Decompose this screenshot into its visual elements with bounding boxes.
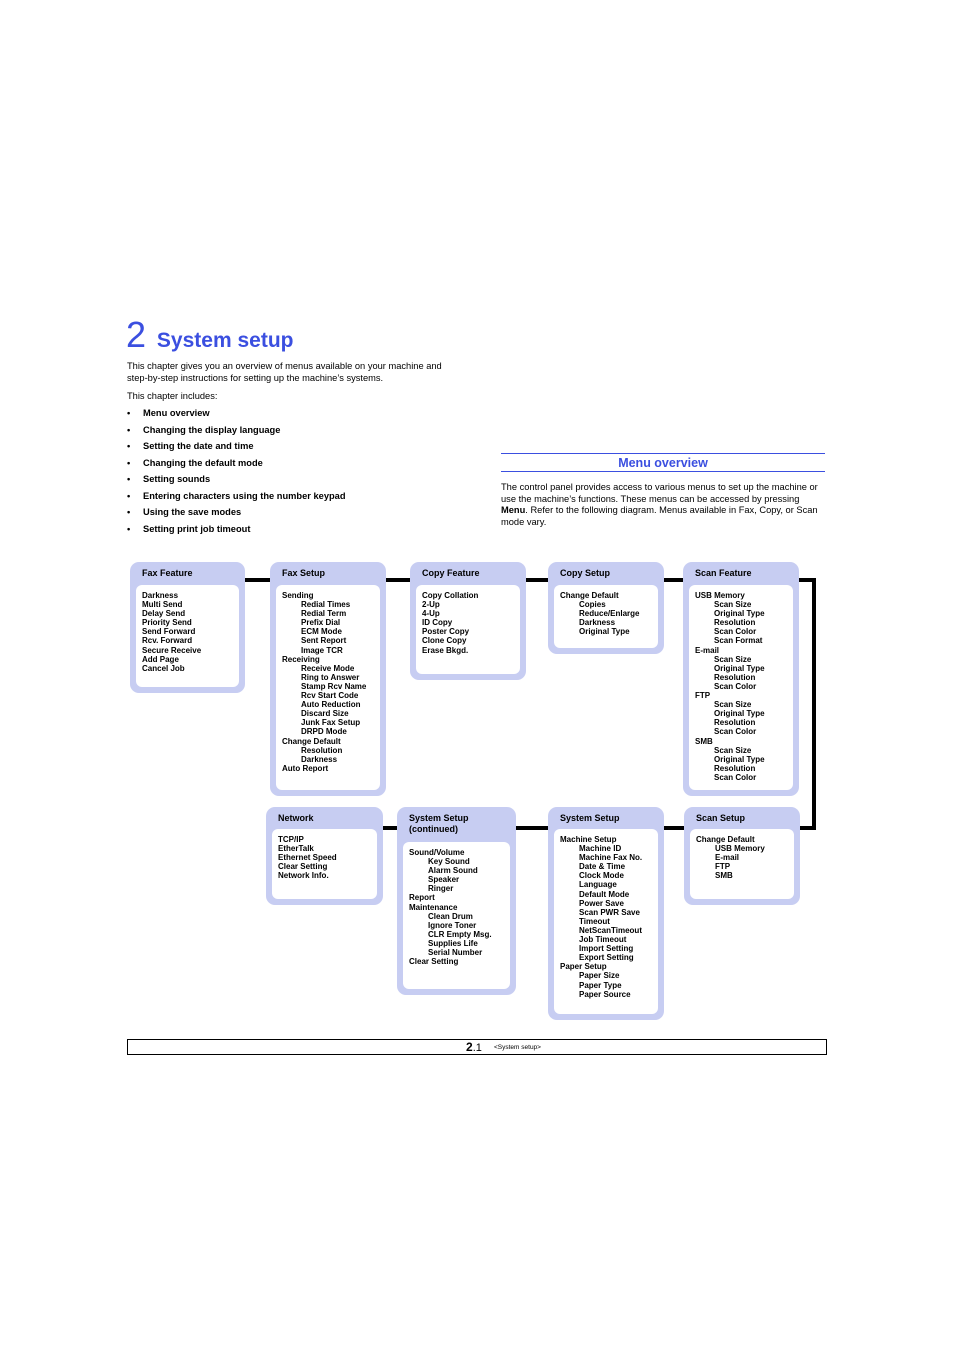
menu-item: USB Memory xyxy=(695,591,745,600)
submenu-item: Image TCR xyxy=(301,645,343,655)
menu-item: Multi Send xyxy=(142,600,183,610)
submenu-item: Sent Report xyxy=(301,636,347,646)
menu-box-scan-setup xyxy=(684,807,800,905)
submenu-item: Copies xyxy=(579,600,606,610)
toc-item-label: Menu overview xyxy=(143,408,210,418)
submenu-item: Scan Color xyxy=(714,727,757,737)
submenu-item: Serial Number xyxy=(428,948,483,958)
page-number-minor: .1 xyxy=(472,1042,482,1054)
submenu-item: CLR Empty Msg. xyxy=(428,929,492,939)
menu-item: Change Default xyxy=(696,835,755,844)
menu-item: Sound/Volume xyxy=(409,848,465,857)
menu-box-copy-feature xyxy=(410,562,526,680)
submenu-item: DRPD Mode xyxy=(301,727,347,737)
submenu-item: Export Setting xyxy=(579,953,634,963)
submenu-item: Scan Color xyxy=(714,681,757,691)
page-number-major: 2 xyxy=(466,1040,473,1054)
menu-item: Add Page xyxy=(142,654,179,664)
menu-overview-paragraph xyxy=(501,482,827,528)
submenu-item: NetScanTimeout xyxy=(579,925,642,935)
menu-item: Rcv. Forward xyxy=(142,636,193,646)
menu-key-name: Menu xyxy=(501,505,526,515)
menu-item: Send Forward xyxy=(142,627,196,637)
menu-item: Auto Report xyxy=(282,763,329,773)
menu-title xyxy=(560,568,610,579)
submenu-item: Paper Type xyxy=(579,980,622,990)
submenu-item: Timeout xyxy=(579,916,610,926)
submenu-item: Supplies Life xyxy=(428,938,478,948)
menu-item-list xyxy=(690,829,794,880)
menu-item-list xyxy=(136,585,239,673)
menu-panel xyxy=(272,829,377,899)
toc-item-label: Entering characters using the number keypad xyxy=(143,490,346,501)
submenu-item: Machine Fax No. xyxy=(579,853,643,863)
toc-item[interactable] xyxy=(127,458,346,475)
bullet-icon: • xyxy=(127,457,131,468)
menu-box-scan-feature xyxy=(683,562,799,796)
page-footer xyxy=(127,1039,827,1055)
submenu-item: Redial Term xyxy=(301,609,347,619)
toc-item-label: Changing the display language xyxy=(143,424,281,435)
includes-label: This chapter includes: xyxy=(127,391,218,401)
menu-title-line: Copy Feature xyxy=(422,568,480,578)
menu-item: Machine Setup xyxy=(560,835,617,844)
menu-title-line: Fax Feature xyxy=(142,568,193,578)
submenu-item: Stamp Rcv Name xyxy=(301,681,367,691)
submenu-item: Rcv Start Code xyxy=(301,691,359,701)
menu-item: Darkness xyxy=(142,591,179,600)
menu-item: Change Default xyxy=(282,736,341,746)
submenu-item: Resolution xyxy=(714,763,756,773)
chapter-title: System setup xyxy=(156,329,294,352)
submenu-item: Ringer xyxy=(428,884,454,894)
submenu-item: Power Save xyxy=(579,898,624,908)
menu-title-line: Copy Setup xyxy=(560,568,611,578)
submenu-item: Date & Time xyxy=(579,862,626,872)
overview-text-start: The control panel provides access to various menus to set up the machine or use the machine’s functions. These menus can be accessed by pressing xyxy=(501,482,818,504)
menu-item: Receiving xyxy=(282,654,320,664)
menu-item: SMB xyxy=(695,736,713,746)
menu-title xyxy=(278,813,314,824)
submenu-item: Ring to Answer xyxy=(301,672,360,682)
menu-item-list xyxy=(272,829,377,880)
intro-paragraph: This chapter gives you an overview of menus available on your machine and step-by-step instructions for setting up the machine’s systems. xyxy=(127,361,442,383)
menu-item: Secure Receive xyxy=(142,645,202,655)
chapter-heading xyxy=(126,314,293,356)
submenu-item: Scan Size xyxy=(714,654,752,664)
menu-title-line: Scan Setup xyxy=(696,813,746,823)
menu-item: Priority Send xyxy=(142,618,192,628)
bullet-icon: • xyxy=(127,490,131,501)
submenu-item: Reduce/Enlarge xyxy=(579,609,640,619)
menu-title xyxy=(409,813,469,835)
menu-panel xyxy=(416,585,520,674)
menu-item: Network Info. xyxy=(278,871,329,881)
submenu-item: Scan Color xyxy=(714,627,757,637)
submenu-item: Paper Source xyxy=(579,989,631,999)
menu-title xyxy=(422,568,480,579)
footer-chapter-ref: <System setup> xyxy=(494,1044,541,1051)
submenu-item: Auto Reduction xyxy=(301,700,361,710)
submenu-item: Default Mode xyxy=(579,889,630,899)
submenu-item: Language xyxy=(579,880,617,890)
menu-item-list xyxy=(554,829,658,999)
bullet-icon: • xyxy=(127,523,131,534)
submenu-item: Alarm Sound xyxy=(428,866,478,876)
menu-panel xyxy=(554,829,658,1014)
menu-item: Ethernet Speed xyxy=(278,853,337,863)
toc-item[interactable] xyxy=(127,441,346,458)
bullet-icon: • xyxy=(127,441,131,451)
toc-item-label: Setting sounds xyxy=(143,474,211,484)
submenu-item: Scan Format xyxy=(714,636,763,646)
submenu-item: Resolution xyxy=(714,618,756,628)
menu-panel xyxy=(136,585,239,687)
menu-item-list xyxy=(416,585,520,655)
menu-item: Clear Setting xyxy=(278,862,328,872)
menu-overview-header xyxy=(501,453,825,472)
menu-title xyxy=(560,813,620,824)
submenu-item: SMB xyxy=(715,871,733,881)
submenu-item: Darkness xyxy=(301,754,338,764)
submenu-item: Darkness xyxy=(579,618,616,628)
toc-item[interactable] xyxy=(127,524,346,541)
submenu-item: Clock Mode xyxy=(579,871,624,881)
submenu-item: Receive Mode xyxy=(301,663,355,673)
menu-item: Paper Setup xyxy=(560,962,607,972)
menu-title xyxy=(282,568,325,579)
menu-title xyxy=(696,813,745,824)
menu-panel xyxy=(403,842,510,989)
toc-item[interactable] xyxy=(127,507,346,524)
menu-item: Sending xyxy=(282,591,314,600)
menu-item: FTP xyxy=(695,691,711,701)
menu-item: 2-Up xyxy=(422,600,440,610)
menu-item-list xyxy=(276,585,380,773)
toc-item[interactable] xyxy=(127,425,346,442)
menu-title-line: (continued) xyxy=(409,824,458,834)
menu-item: 4-Up xyxy=(422,609,440,619)
menu-box-system-setup xyxy=(548,807,664,1020)
submenu-item: Job Timeout xyxy=(579,935,627,945)
submenu-item: Original Type xyxy=(714,609,765,619)
menu-item: EtherTalk xyxy=(278,844,314,854)
page-number xyxy=(466,1041,482,1054)
menu-item: Clone Copy xyxy=(422,636,467,646)
submenu-item: Paper Size xyxy=(579,971,620,981)
bullet-icon: • xyxy=(127,424,131,435)
menu-item: Delay Send xyxy=(142,609,186,619)
chapter-contents-list xyxy=(127,408,346,540)
menu-item: Report xyxy=(409,893,435,903)
menu-item: Erase Bkgd. xyxy=(422,645,469,655)
menu-title-line: Scan Feature xyxy=(695,568,752,578)
toc-item[interactable] xyxy=(127,408,346,425)
submenu-item: Ignore Toner xyxy=(428,920,477,930)
bullet-icon: • xyxy=(127,507,131,517)
submenu-item: Scan Color xyxy=(714,772,757,782)
menu-item-list xyxy=(554,585,658,636)
menu-item: Change Default xyxy=(560,591,619,600)
submenu-item: Resolution xyxy=(714,718,756,728)
menu-item: ID Copy xyxy=(422,618,453,628)
submenu-item: Original Type xyxy=(714,709,765,719)
menu-item: Poster Copy xyxy=(422,627,470,637)
menu-box-fax-feature xyxy=(130,562,245,693)
submenu-item: Scan Size xyxy=(714,745,752,755)
toc-item[interactable] xyxy=(127,474,346,491)
submenu-item: Prefix Dial xyxy=(301,618,341,628)
menu-box-network xyxy=(266,807,383,905)
connector-line xyxy=(812,578,816,830)
menu-panel xyxy=(689,585,793,790)
menu-item: Copy Collation xyxy=(422,591,479,600)
menu-panel xyxy=(690,829,794,899)
submenu-item: Import Setting xyxy=(579,944,634,954)
submenu-item: Discard Size xyxy=(301,709,349,719)
menu-panel xyxy=(554,585,658,648)
menu-item: Clear Setting xyxy=(409,957,459,967)
menu-title-line: System Setup xyxy=(560,813,620,823)
submenu-item: Resolution xyxy=(714,672,756,682)
submenu-item: USB Memory xyxy=(715,844,765,854)
menu-title xyxy=(695,568,752,579)
submenu-item: Original Type xyxy=(714,663,765,673)
menu-item: E-mail xyxy=(695,645,720,655)
menu-title-line: Network xyxy=(278,813,314,823)
menu-box-copy-setup xyxy=(548,562,664,654)
menu-item-list xyxy=(689,585,793,782)
menu-item-list xyxy=(403,842,510,966)
menu-item: TCP/IP xyxy=(278,835,304,844)
menu-item: Cancel Job xyxy=(142,663,185,673)
submenu-item: Clean Drum xyxy=(428,911,473,921)
submenu-item: ECM Mode xyxy=(301,627,342,637)
toc-item-label: Using the save modes xyxy=(143,507,242,517)
submenu-item: Junk Fax Setup xyxy=(301,718,361,728)
menu-box-fax-setup xyxy=(270,562,386,796)
menu-title-line: Fax Setup xyxy=(282,568,326,578)
menu-box-system-setup-continued xyxy=(397,807,516,995)
submenu-item: Key Sound xyxy=(428,857,470,867)
toc-item[interactable] xyxy=(127,491,346,508)
bullet-icon: • xyxy=(127,408,131,418)
toc-item-label: Setting print job timeout xyxy=(143,523,251,534)
submenu-item: FTP xyxy=(715,862,731,872)
menu-item: Maintenance xyxy=(409,902,458,912)
menu-title xyxy=(142,568,193,579)
menu-panel xyxy=(276,585,380,790)
menu-title-line: System Setup xyxy=(409,813,469,823)
submenu-item: Redial Times xyxy=(301,600,351,610)
bullet-icon: • xyxy=(127,474,131,484)
submenu-item: E-mail xyxy=(715,853,740,863)
submenu-item: Original Type xyxy=(714,754,765,764)
submenu-item: Scan Size xyxy=(714,700,752,710)
overview-text-end: . Refer to the following diagram. Menus available in Fax, Copy, or Scan mode vary. xyxy=(501,505,818,527)
submenu-item: Machine ID xyxy=(579,844,622,854)
chapter-number: 2 xyxy=(126,314,147,355)
submenu-item: Resolution xyxy=(301,745,343,755)
submenu-item: Original Type xyxy=(579,627,630,637)
submenu-item: Speaker xyxy=(428,875,460,885)
section-title: Menu overview xyxy=(618,456,708,470)
submenu-item: Scan PWR Save xyxy=(579,907,640,917)
submenu-item: Scan Size xyxy=(714,600,752,610)
toc-item-label: Setting the date and time xyxy=(143,441,254,451)
toc-item-label: Changing the default mode xyxy=(143,457,263,468)
